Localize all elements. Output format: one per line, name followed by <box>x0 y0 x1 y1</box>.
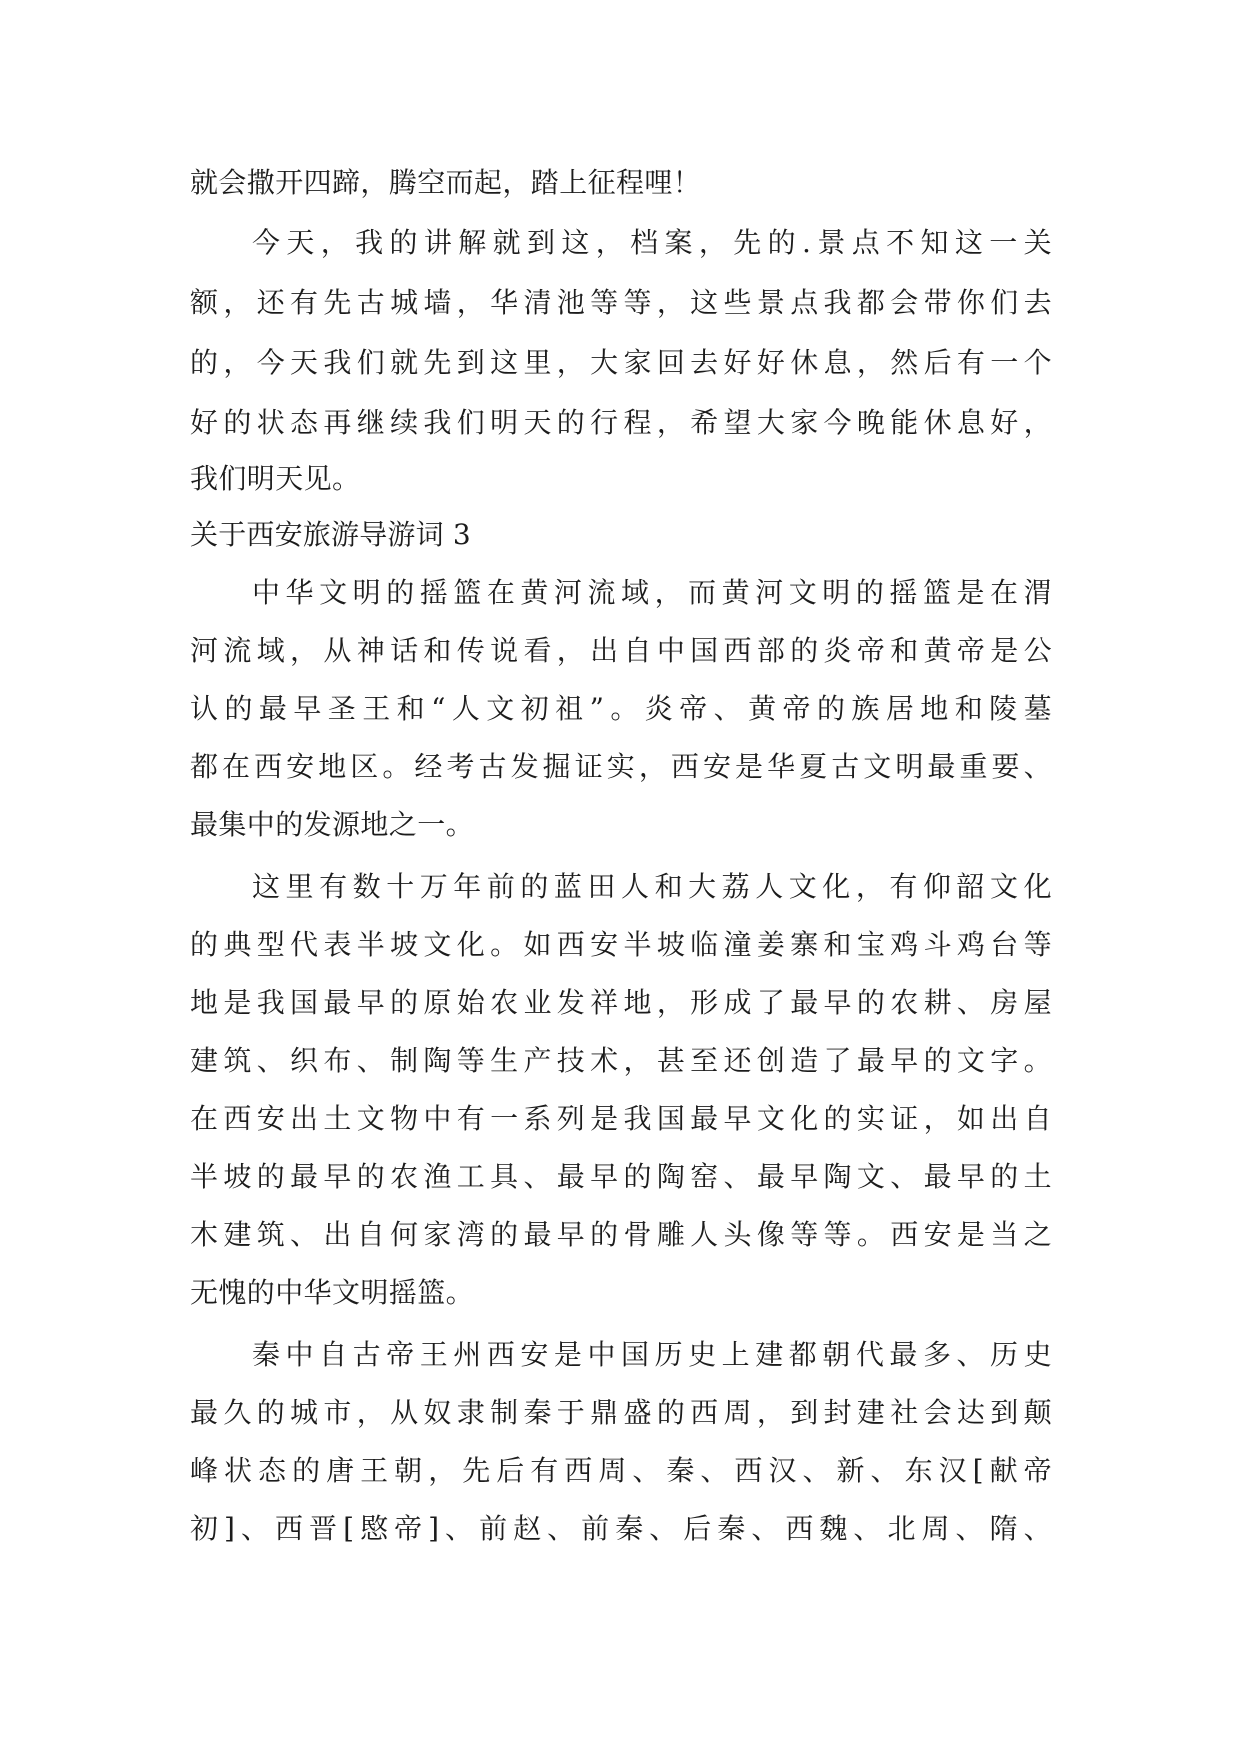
text-line: 建筑、织布、制陶等生产技术，甚至还创造了最早的文字。 <box>190 1044 1052 1077</box>
text-line: 认的最早圣王和“人文初祖”。炎帝、黄帝的族居地和陵墓 <box>190 692 1052 725</box>
text-line: 无愧的中华文明摇篮。 <box>190 1276 475 1309</box>
text-line: 今天，我的讲解就到这，档案，先的.景点不知这一关 <box>252 226 1052 259</box>
text-line: 都在西安地区。经考古发掘证实，西安是华夏古文明最重要、 <box>190 750 1052 783</box>
text-line: 额，还有先古城墙，华清池等等，这些景点我都会带你们去 <box>190 286 1052 319</box>
text-line: 在西安出土文物中有一系列是我国最早文化的实证，如出自 <box>190 1102 1052 1135</box>
text-line: 我们明天见。 <box>190 462 361 495</box>
text-line: 峰状态的唐王朝，先后有西周、秦、西汉、新、东汉[献帝 <box>190 1454 1052 1487</box>
text-line: 中华文明的摇篮在黄河流域，而黄河文明的摇篮是在渭 <box>252 576 1052 609</box>
text-line: 就会撒开四蹄，腾空而起，踏上征程哩！ <box>190 166 702 199</box>
text-line: 地是我国最早的原始农业发祥地，形成了最早的农耕、房屋 <box>190 986 1052 1019</box>
text-line: 初]、西晋[愍帝]、前赵、前秦、后秦、西魏、北周、隋、 <box>190 1512 1052 1545</box>
text-line: 半坡的最早的农渔工具、最早的陶窑、最早陶文、最早的土 <box>190 1160 1052 1193</box>
text-line: 最集中的发源地之一。 <box>190 808 475 841</box>
text-line: 的，今天我们就先到这里，大家回去好好休息，然后有一个 <box>190 346 1052 379</box>
text-line: 的典型代表半坡文化。如西安半坡临潼姜寨和宝鸡斗鸡台等 <box>190 928 1052 961</box>
text-line: 好的状态再继续我们明天的行程，希望大家今晚能休息好， <box>190 406 1052 439</box>
text-line: 最久的城市，从奴隶制秦于鼎盛的西周，到封建社会达到颠 <box>190 1396 1052 1429</box>
text-line: 这里有数十万年前的蓝田人和大荔人文化，有仰韶文化 <box>252 870 1052 903</box>
section-heading: 关于西安旅游导游词 3 <box>190 518 471 551</box>
text-line: 河流域，从神话和传说看，出自中国西部的炎帝和黄帝是公 <box>190 634 1052 667</box>
text-line: 木建筑、出自何家湾的最早的骨雕人头像等等。西安是当之 <box>190 1218 1052 1251</box>
text-line: 秦中自古帝王州西安是中国历史上建都朝代最多、历史 <box>252 1338 1052 1371</box>
